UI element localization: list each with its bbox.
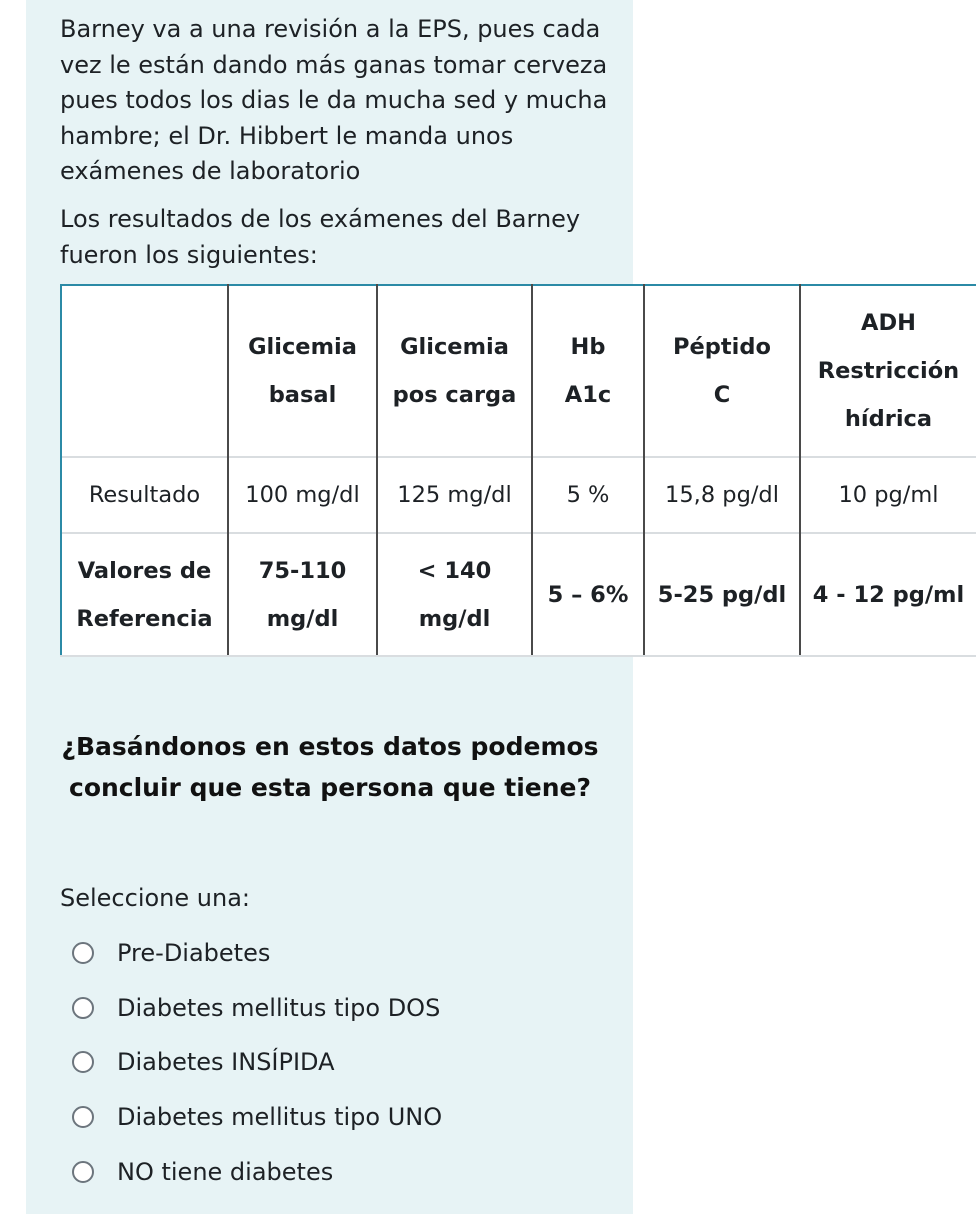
answer-option[interactable] (72, 981, 442, 1036)
answer-options (72, 926, 442, 1199)
answer-option[interactable] (72, 1144, 442, 1199)
results-intro: Los resultados de los exámenes del Barney fueron los siguientes: (60, 205, 581, 269)
header-cell-glicemia-pos-carga: Glicemia pos carga (377, 285, 532, 457)
header-cell-empty (61, 285, 228, 457)
reference-glicemia-pos-carga: < 140 mg/dl (377, 533, 532, 656)
header-cell-hb-a1c: Hb A1c (532, 285, 644, 457)
result-peptido-c: 15,8 pg/dl (644, 457, 800, 533)
header-cell-glicemia-basal: Glicemia basal (228, 285, 377, 457)
radio-button-icon[interactable] (72, 997, 94, 1019)
radio-button-icon[interactable] (72, 942, 94, 964)
result-glicemia-pos-carga: 125 mg/dl (377, 457, 532, 533)
answer-option-label[interactable]: NO tiene diabetes (117, 1157, 334, 1186)
question-text: ¿Basándonos en estos datos podemos concluir que esta persona que tiene? (61, 732, 599, 802)
result-adh: 10 pg/ml (800, 457, 976, 533)
header-cell-adh: ADH Restricción hídrica (800, 285, 976, 457)
table-row (61, 533, 976, 656)
case-description: Barney va a una revisión a la EPS, pues cada vez le están dando más ganas tomar cerveza pues todos los dias le da mucha sed y mucha hambre; el Dr. Hibbert le manda unos exámenes de laboratorio (60, 15, 608, 185)
reference-glicemia-basal: 75-110 mg/dl (228, 533, 377, 656)
lab-results-table (60, 284, 976, 657)
answer-option[interactable] (72, 926, 442, 981)
answer-option-label[interactable]: Diabetes mellitus tipo DOS (117, 993, 441, 1022)
radio-button-icon[interactable] (72, 1106, 94, 1128)
answer-option-label[interactable]: Diabetes mellitus tipo UNO (117, 1103, 443, 1132)
answer-option-label[interactable]: Diabetes INSÍPIDA (117, 1048, 335, 1077)
answer-option[interactable] (72, 1090, 442, 1145)
reference-adh: 4 - 12 pg/ml (800, 533, 976, 656)
result-hb-a1c: 5 % (532, 457, 644, 533)
row-label-valores-referencia: Valores de Referencia (61, 533, 228, 656)
answer-option-label[interactable]: Pre-Diabetes (117, 939, 271, 968)
reference-hb-a1c: 5 – 6% (532, 533, 644, 656)
answer-option[interactable] (72, 1035, 442, 1090)
result-glicemia-basal: 100 mg/dl (228, 457, 377, 533)
reference-peptido-c: 5-25 pg/dl (644, 533, 800, 656)
row-label-resultado: Resultado (61, 457, 228, 533)
table-header-row (61, 285, 976, 457)
table-row (61, 457, 976, 533)
radio-button-icon[interactable] (72, 1161, 94, 1183)
radio-button-icon[interactable] (72, 1051, 94, 1073)
header-cell-peptido-c: Péptido C (644, 285, 800, 457)
select-one-prompt: Seleccione una: (60, 884, 250, 912)
